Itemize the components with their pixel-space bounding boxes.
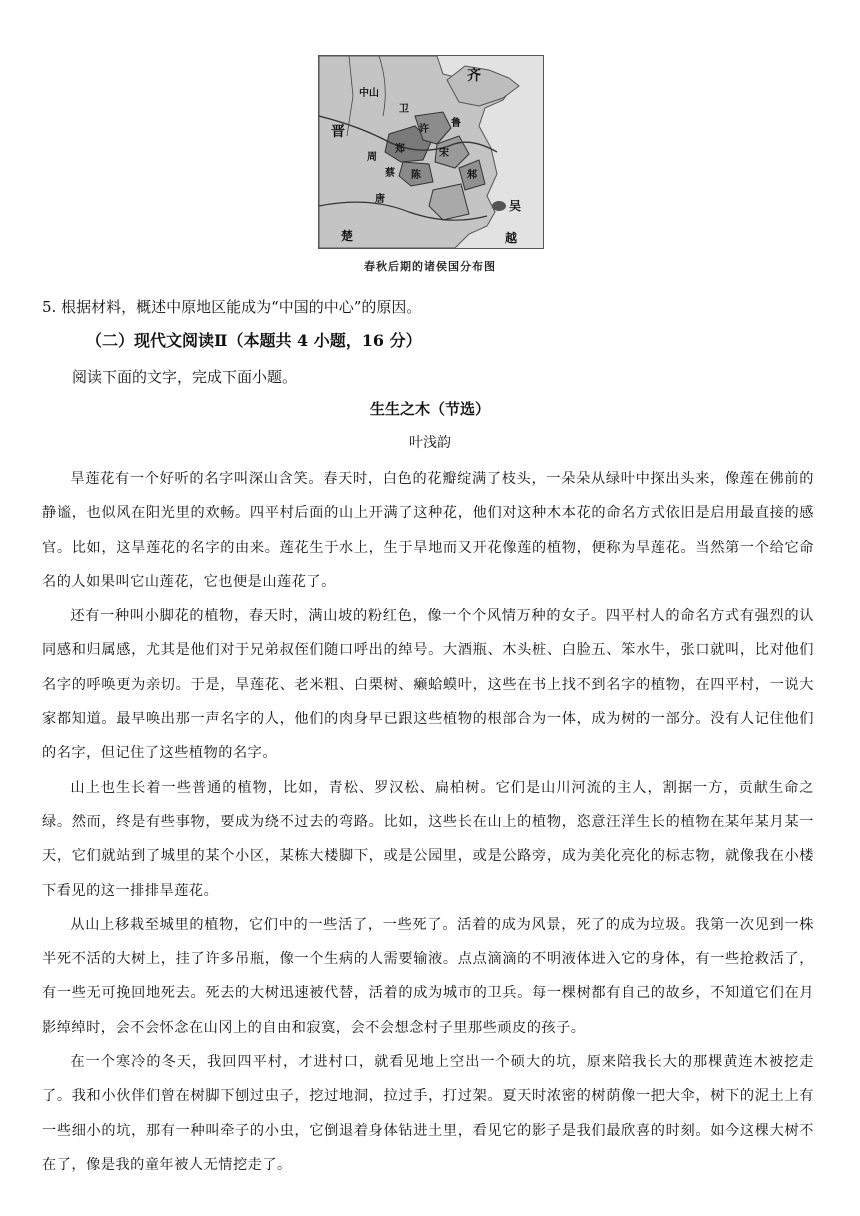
section-title: （二）现代文阅读Ⅱ（本题共 4 小题，16 分） — [86, 331, 422, 350]
map-label-xu: 许 — [419, 124, 429, 135]
paragraph: 还有一种叫小脚花的植物，春天时，满山坡的粉红色，像一个个风情万种的女子。四平村人的命名方式有强烈的认同感和归属感，尤其是他们对于兄弟叔侄们随口呼出的绰号。大酒瓶、木头桩、白脸五、笨水牛，张口就叫，比对他们名字的呼唤更为亲切。于是，旱莲花、老米粗、白栗树、癞蛤蟆叶，这些在书上找不到名字的植物，在四平村，一说大家都知道。最早唤出那一声名字的人，他们的肉身早已跟这些植物的根部合为一体，成为树的一部分。没有人记住他们的名字，但记住了这些植物的名字。 — [42, 608, 814, 762]
map-label-qi: 齐 — [467, 68, 481, 84]
map-figure — [318, 55, 544, 249]
article-author: 叶浅韵 — [409, 435, 451, 451]
map-label-yue: 越 — [505, 231, 518, 245]
article-title: 生生之木（节选） — [369, 400, 490, 418]
paragraph: 从山上移栽至城里的植物，它们中的一些活了，一些死了。活着的成为风景，死了的成为垃圾。我第一次见到一株半死不活的大树上，挂了许多吊瓶，像一个生病的人需要输液。点点滴滴的不明液体进入它的身体，有一些抢救活了，有一些无可挽回地死去。死去的大树迅速被代替，活着的成为城市的卫兵。每一棵树都有自己的故乡，不知道它们在月影绰绰时，会不会怀念在山冈上的自由和寂寞，会不会想念村子里那些顽皮的孩子。 — [42, 916, 814, 1036]
map-label-zhongshan: 中山 — [359, 88, 379, 99]
map-label-zhou: 周 — [367, 152, 377, 163]
map-label-wei: 卫 — [399, 104, 409, 115]
map-label-zhu: 邾 — [467, 170, 477, 181]
lake-marker — [492, 201, 506, 211]
map-label-jin: 晋 — [331, 124, 345, 140]
map-graphic — [319, 56, 543, 248]
paragraph: 旱莲花有一个好听的名字叫深山含笑。春天时，白色的花瓣绽满了枝头，一朵朵从绿叶中探出头来，像莲在佛前的静谧，也似风在阳光里的欢畅。四平村后面的山上开满了这种花，他们对这种木本花的命名方式依旧是启用最直接的感官。比如，这旱莲花的名字的由来。莲花生于水上，生于旱地而又开花像莲的植物，便称为旱莲花。当然第一个给它命名的人如果叫它山莲花，它也便是山莲花了。 — [42, 471, 814, 590]
map-label-wu: 吴 — [509, 199, 522, 213]
instruction: 阅读下面的文字，完成下面小题。 — [72, 368, 298, 386]
question-5: 5. 根据材料，概述中原地区能成为“中国的中心”的原因。 — [42, 298, 422, 316]
map-caption: 春秋后期的诸侯国分布图 — [364, 260, 496, 273]
map-label-cai: 蔡 — [385, 168, 395, 179]
paragraph: 在一个寒冷的冬天，我回四平村，才进村口，就看见地上空出一个硕大的坑，原来陪我长大的那棵黄连木被挖走了。我和小伙伴们曾在树脚下刨过虫子，挖过地洞，拉过手，打过架。夏天时浓密的树荫像一把大伞，树下的泥土上有一些细小的坑，那有一种叫牵子的小虫，它倒退着身体钻进土里，看见它的影子是我们最欣喜的时刻。如今这棵大树不在了，像是我的童年被人无情挖走了。 — [42, 1054, 814, 1173]
map-label-chu: 楚 — [341, 229, 354, 243]
article-body — [42, 462, 814, 1182]
paragraph: 山上也生长着一些普通的植物，比如，青松、罗汉松、扁柏树。它们是山川河流的主人，割据一方，贡献生命之绿。然而，终是有些事物，要成为绕不过去的弯路。比如，这些长在山上的植物，恣意汪洋生长的植物在某年某月某一天，它们就站到了城里的某个小区，某栋大楼脚下，或是公园里，或是公路旁，成为美化亮化的标志物，就像我在小楼下看见的这一排排旱莲花。 — [42, 779, 814, 899]
map-label-tang: 唐 — [375, 194, 385, 205]
map-label-chen: 陈 — [411, 170, 421, 181]
map-label-lu: 鲁 — [451, 118, 461, 129]
map-label-zheng: 郑 — [395, 144, 405, 155]
map-label-song: 宋 — [439, 148, 449, 159]
